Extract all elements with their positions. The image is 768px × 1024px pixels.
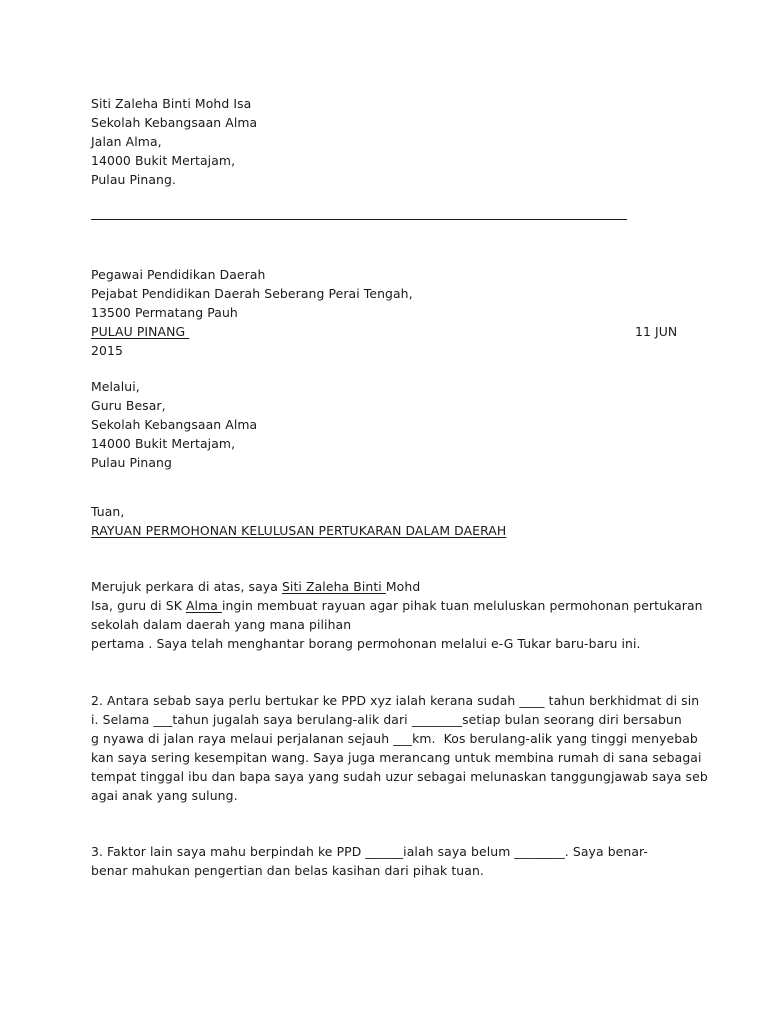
para2-line-3: g nyawa di jalan raya melaui perjalanan sejauh ___km. Kos berulang-alik yang tinggi menyebab bbox=[91, 731, 698, 746]
via-postcode-city: 14000 Bukit Mertajam, bbox=[91, 436, 236, 451]
salutation: Tuan, bbox=[91, 504, 125, 519]
paragraph-1 bbox=[91, 577, 703, 653]
para3-line-1: 3. Faktor lain saya mahu berpindah ke PPD ______ialah saya belum ________. Saya benar- bbox=[91, 844, 648, 859]
applicant-name: Siti Zaleha Binti bbox=[281, 579, 386, 594]
sender-postcode-city: 14000 Bukit Mertajam, bbox=[91, 153, 236, 168]
header-divider bbox=[91, 219, 627, 220]
via-label: Melalui, bbox=[91, 379, 140, 394]
school-name: Alma bbox=[185, 598, 222, 613]
para2-line-4: kan saya sering kesempitan wang. Saya juga merancang untuk membina rumah di sana sebagai bbox=[91, 750, 702, 765]
recipient-office: Pejabat Pendidikan Daerah Seberang Perai Tengah, bbox=[91, 286, 413, 301]
via-address bbox=[91, 377, 691, 472]
para2-line-1: 2. Antara sebab saya perlu bertukar ke PPD xyz ialah kerana sudah ____ tahun berkhidmat di sin bbox=[91, 693, 700, 708]
subject-heading: RAYUAN PERMOHONAN KELULUSAN PERTUKARAN DALAM DAERAH bbox=[91, 523, 507, 538]
para3-line-2: benar mahukan pengertian dan belas kasihan dari pihak tuan. bbox=[91, 863, 484, 878]
sender-address bbox=[91, 94, 691, 189]
para2-line-5: tempat tinggal ibu dan bapa saya yang sudah uzur sebagai melunaskan tanggungjawab saya seb bbox=[91, 769, 708, 784]
salutation-subject bbox=[91, 502, 691, 540]
sender-name: Siti Zaleha Binti Mohd Isa bbox=[91, 96, 252, 111]
recipient-title: Pegawai Pendidikan Daerah bbox=[91, 267, 266, 282]
para2-line-2: i. Selama ___tahun jugalah saya berulang-alik dari ________setiap bulan seorang diri bersabun bbox=[91, 712, 682, 727]
letter-date-day-month: 11 JUN bbox=[635, 324, 678, 339]
para1-line-1: Merujuk perkara di atas, saya Siti Zaleha Binti Mohd bbox=[91, 579, 421, 594]
recipient-address bbox=[91, 265, 691, 360]
recipient-postcode-city: 13500 Permatang Pauh bbox=[91, 305, 238, 320]
sender-school: Sekolah Kebangsaan Alma bbox=[91, 115, 258, 130]
para1-line-2: Isa, guru di SK Alma ingin membuat rayuan agar pihak tuan meluluskan permohonan pertukaran bbox=[91, 598, 703, 613]
paragraph-3 bbox=[91, 842, 691, 880]
sender-state: Pulau Pinang. bbox=[91, 172, 176, 187]
via-title: Guru Besar, bbox=[91, 398, 166, 413]
sender-street: Jalan Alma, bbox=[91, 134, 162, 149]
para2-line-6: agai anak yang sulung. bbox=[91, 788, 238, 803]
via-school: Sekolah Kebangsaan Alma bbox=[91, 417, 258, 432]
para1-line-3: sekolah dalam daerah yang mana pilihan bbox=[91, 617, 352, 632]
letter-date-year: 2015 bbox=[91, 343, 123, 358]
para1-line-4: pertama . Saya telah menghantar borang permohonan melalui e-G Tukar baru-baru ini. bbox=[91, 636, 641, 651]
via-state: Pulau Pinang bbox=[91, 455, 172, 470]
paragraph-2 bbox=[91, 691, 708, 805]
recipient-state: PULAU PINANG bbox=[91, 324, 190, 339]
